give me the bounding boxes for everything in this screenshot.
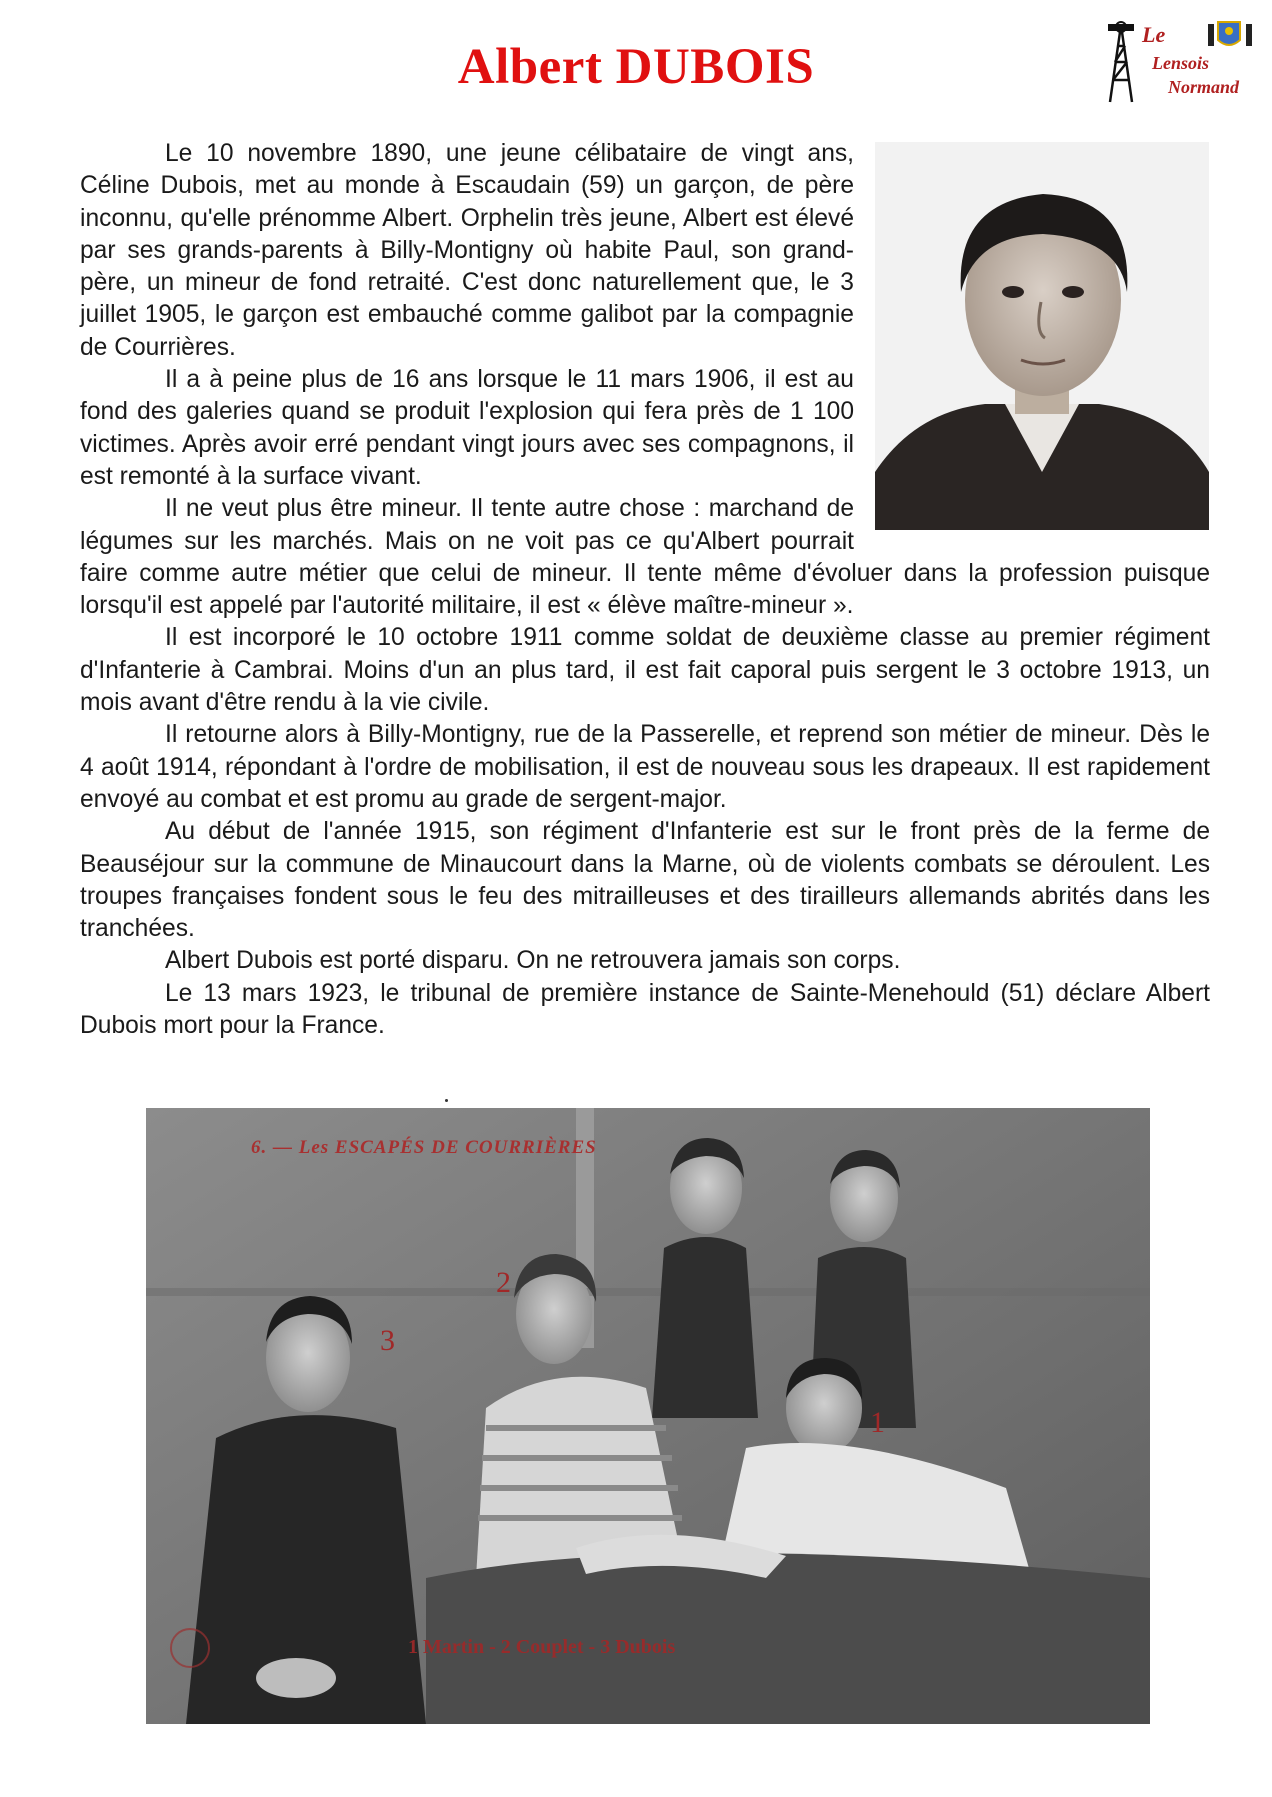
paragraph: Il ne veut plus être mineur. Il tente autre chose : marchand de légumes sur les marchés. Mais on ne voit pas ce qu'Albert pourrait faire comme autre métier que celui de mineur. Il tente même d'évoluer dans la profession puisque lorsqu'il est appelé par l'autorité militaire, il est « élève maître-mineur ». — [80, 495, 1210, 620]
article-body — [80, 138, 1210, 1042]
page-title: Albert DUBOIS — [457, 39, 815, 95]
publisher-stamp-icon — [170, 1628, 210, 1668]
paragraph: Albert Dubois est porté disparu. On ne retrouvera jamais son corps. — [165, 947, 901, 975]
paragraph: Le 13 mars 1923, le tribunal de première instance de Sainte-Menehould (51) déclare Albert Dubois mort pour la France. — [80, 979, 1210, 1040]
paragraph: Au début de l'année 1915, son régiment d'Infanterie est sur le front près de la ferme de Beauséjour sur la commune de Minaucourt dans la Marne, où de violents combats se déroulent. Les troupes françaises fondent sous le feu des mitrailleuses et des tirailleurs allemands abrités dans les tranchées. — [80, 818, 1210, 943]
paragraph: Il est incorporé le 10 octobre 1911 comme soldat de deuxième classe au premier régiment d'Infanterie à Cambrai. Moins d'un an plus tard, il est fait caporal puis sergent le 3 octobre 1913, un mois avant d'être rendu à la vie civile. — [80, 624, 1210, 717]
person-label-2: 2 — [496, 1266, 511, 1299]
logo-line-1: Le — [1142, 22, 1166, 47]
postcard-photo — [146, 1108, 1150, 1724]
paragraph: Il retourne alors à Billy-Montigny, rue de la Passerelle, et reprend son métier de mineur. Dès le 4 août 1914, répondant à l'ordre de mobilisation, il est de nouveau sous les drapeaux. Il est rapidement envoyé au combat et est promu au grade de sergent-major. — [80, 721, 1210, 813]
postcard-caption: 1 Martin - 2 Couplet - 3 Dubois — [408, 1636, 676, 1658]
paragraph: Il a à peine plus de 16 ans lorsque le 11 mars 1906, il est au fond des galeries quand se produit l'explosion qui fera près de 1 100 victimes. Après avoir erré pendant vingt jours avec ses compagnons, il est remonté à la surface vivant. — [80, 366, 854, 490]
logo-line-2: Lensois — [1152, 53, 1210, 73]
person-label-3: 3 — [380, 1324, 395, 1357]
stray-dot — [445, 1099, 448, 1102]
postcard-title: 6. — Les ESCAPÉS DE COURRIÈRES — [251, 1137, 597, 1158]
paragraph: Le 10 novembre 1890, une jeune célibataire de vingt ans, Céline Dubois, met au monde à Escaudain (59) un garçon, de père inconnu, qu'elle prénomme Albert. Orphelin très jeune, Albert est élevé par ses grands-parents à Billy-Montigny où habite Paul, son grand-père, un mineur de fond retraité. C'est donc naturellement que, le 3 juillet 1905, le garçon est embauché comme galibot par la compagnie de Courrières. — [80, 140, 854, 361]
logo-line-3: Normand — [1168, 77, 1240, 97]
person-label-1: 1 — [870, 1406, 885, 1439]
lensois-normand-logo — [1100, 18, 1260, 104]
